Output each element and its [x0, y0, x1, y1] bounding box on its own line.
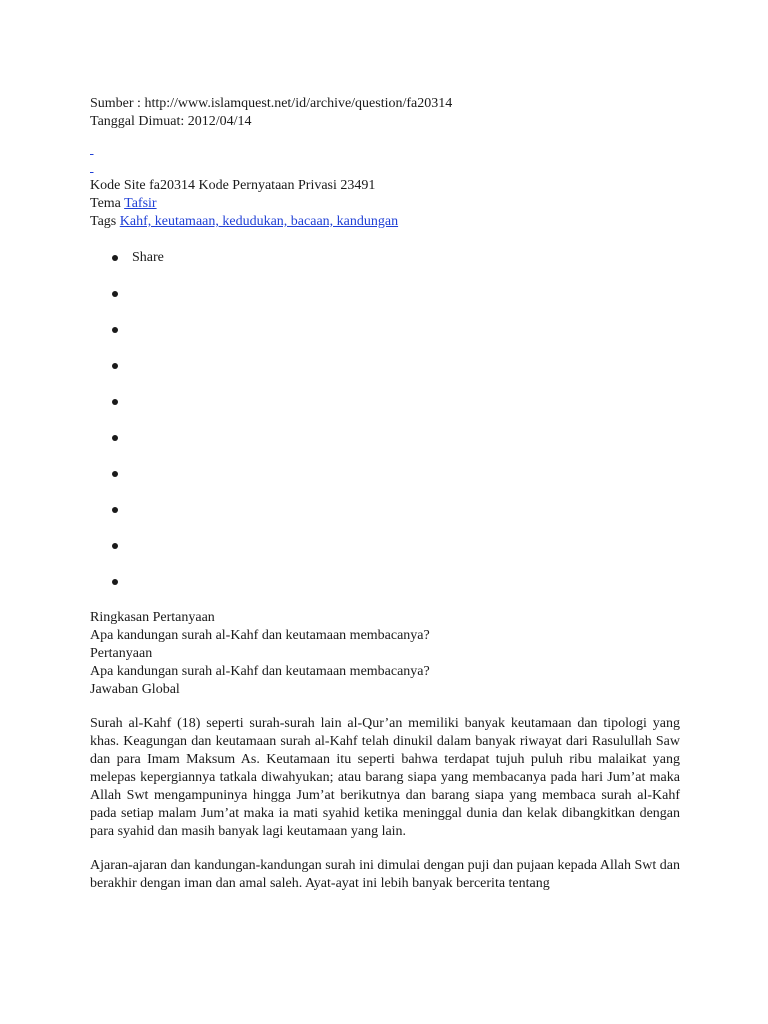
tags-link[interactable]: Kahf, keutamaan, kedudukan, bacaan, kandungan: [119, 214, 399, 229]
share-item-empty[interactable]: [112, 357, 680, 375]
bullet-icon: [112, 255, 118, 261]
empty-link-2[interactable]: [90, 159, 96, 177]
theme-label: Tema: [90, 196, 125, 211]
date-line: [90, 113, 680, 131]
bullet-icon: [112, 435, 118, 441]
bullet-icon: [112, 579, 118, 585]
share-item-empty[interactable]: [112, 393, 680, 411]
summary-text: Apa kandungan surah al-Kahf dan keutamaan membacanya?: [90, 628, 430, 643]
share-item-empty[interactable]: [112, 285, 680, 303]
bullet-icon: [112, 507, 118, 513]
share-item-empty[interactable]: [112, 465, 680, 483]
share-item[interactable]: [112, 249, 680, 267]
bullet-icon: [112, 327, 118, 333]
source-url: http://www.islamquest.net/id/archive/question/fa20314: [144, 96, 453, 111]
share-item-empty[interactable]: [112, 321, 680, 339]
site-code-line: Kode Site fa20314 Kode Pernyataan Privasi 23491: [90, 178, 376, 193]
tags-label: Tags: [90, 214, 120, 229]
share-list: [112, 249, 680, 591]
date-label: Tanggal Dimuat:: [90, 114, 188, 129]
share-item-empty[interactable]: [112, 573, 680, 591]
bullet-icon: [112, 291, 118, 297]
theme-line: [90, 195, 680, 213]
share-item-empty[interactable]: [112, 429, 680, 447]
bullet-icon: [112, 543, 118, 549]
empty-link-1[interactable]: [90, 141, 96, 159]
share-label[interactable]: Share: [132, 250, 164, 265]
summary-heading: Ringkasan Pertanyaan: [90, 610, 215, 625]
source-label: Sumber :: [90, 96, 145, 111]
document-page: [90, 95, 680, 893]
share-item-empty[interactable]: [112, 501, 680, 519]
answer-paragraph-2: Ajaran-ajaran dan kandungan-kandungan surah ini dimulai dengan puji dan pujaan kepada Allah Swt dan berakhir dengan iman dan amal saleh. Ayat-ayat ini lebih banyak bercerita tentang: [90, 858, 680, 891]
bullet-icon: [112, 471, 118, 477]
source-line: [90, 95, 680, 113]
spacer: [90, 131, 680, 141]
share-item-empty[interactable]: [112, 537, 680, 555]
theme-link[interactable]: Tafsir: [124, 196, 157, 211]
answer-heading: Jawaban Global: [90, 682, 180, 697]
tags-line: [90, 213, 680, 231]
qa-section: [90, 609, 680, 699]
date-value: 2012/04/14: [187, 114, 252, 129]
bullet-icon: [112, 363, 118, 369]
question-text: Apa kandungan surah al-Kahf dan keutamaan membacanya?: [90, 664, 430, 679]
bullet-icon: [112, 399, 118, 405]
answer-paragraph-1: Surah al-Kahf (18) seperti surah-surah lain al-Qur’an memiliki banyak keutamaan dan tipologi yang khas. Keagungan dan keutamaan surah al-Kahf telah dinukil dalam banyak riwayat dari Rasulullah Saw dan para Imam Maksum As. Keutamaan itu seperti bahwa terdapat tujuh puluh ribu malaikat yang melepas kepergiannya tatkala diwahyukan; atau barang siapa yang membacanya pada hari Jum’at maka Allah Swt mengampuninya hingga Jum’at berikutnya dan barang siapa yang membaca surah al-Kahf pada setiap malam Jum’at maka ia mati syahid ketika meninggal dunia dan kelak dibangkitkan dengan para syahid dan masih banyak lagi keutamaan yang lain.: [90, 716, 680, 839]
question-heading: Pertanyaan: [90, 646, 153, 661]
